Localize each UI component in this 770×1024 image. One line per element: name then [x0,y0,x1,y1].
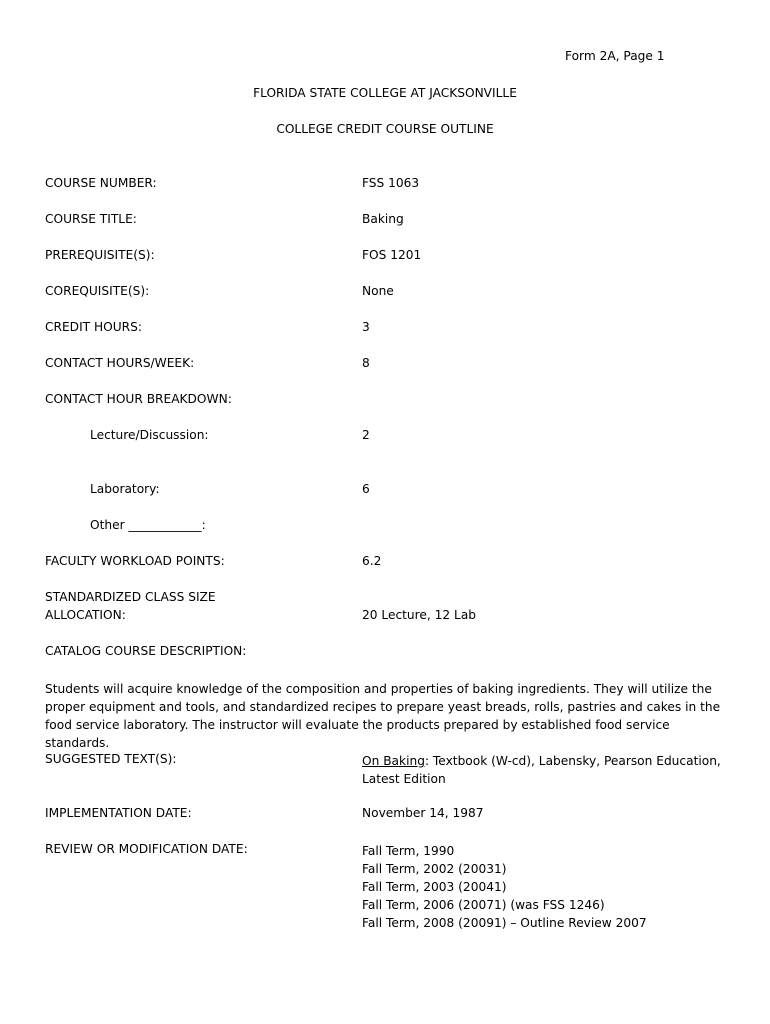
lecture-label: Lecture/Discussion: [90,428,209,442]
book-edition: Latest Edition [362,772,446,786]
prerequisites-label: PREREQUISITE(S): [45,248,155,262]
catalog-description-label: CATALOG COURSE DESCRIPTION: [45,644,247,658]
review-date-entry: Fall Term, 2008 (20091) – Outline Review 2007 [362,916,647,930]
class-size-label-line2: ALLOCATION: [45,608,126,622]
catalog-description-text: Students will acquire knowledge of the composition and properties of baking ingredients. They will utilize the proper equipment and tools, and standardized recipes to prepare yeast breads, rolls, pastries and cakes in the food service laboratory. The instructor will evaluate the products prepared by established food service standards. [45,682,721,750]
course-title-value: Baking [362,212,404,226]
credit-hours-value: 3 [362,320,370,334]
book-details: : Textbook (W-cd), Labensky, Pearson Education, [424,754,721,768]
contact-hours-week-value: 8 [362,356,370,370]
course-title-label: COURSE TITLE: [45,212,137,226]
course-number-value: FSS 1063 [362,176,420,190]
review-date-entry: Fall Term, 2003 (20041) [362,880,507,894]
laboratory-value: 6 [362,482,370,496]
suggested-texts-value [362,752,721,788]
faculty-workload-label: FACULTY WORKLOAD POINTS: [45,554,225,568]
book-title: On Baking [362,754,425,768]
institution-name: FLORIDA STATE COLLEGE AT JACKSONVILLE [253,86,517,100]
review-date-entry: Fall Term, 2006 (20071) (was FSS 1246) [362,898,605,912]
review-date-values [362,842,647,932]
laboratory-label: Laboratory: [90,482,160,496]
faculty-workload-value: 6.2 [362,554,382,568]
suggested-texts-label: SUGGESTED TEXT(S): [45,752,177,766]
review-date-entry: Fall Term, 2002 (20031) [362,862,507,876]
prerequisites-value: FOS 1201 [362,248,422,262]
other-hours-label: Other ____________: [90,518,206,532]
review-date-entry: Fall Term, 1990 [362,844,455,858]
contact-hour-breakdown-label: CONTACT HOUR BREAKDOWN: [45,392,232,406]
course-number-label: COURSE NUMBER: [45,176,157,190]
implementation-date-label: IMPLEMENTATION DATE: [45,806,192,820]
contact-hours-week-label: CONTACT HOURS/WEEK: [45,356,195,370]
implementation-date-value: November 14, 1987 [362,806,484,820]
corequisites-value: None [362,284,394,298]
class-size-label-line1: STANDARDIZED CLASS SIZE [45,590,216,604]
lecture-value: 2 [362,428,370,442]
corequisites-label: COREQUISITE(S): [45,284,150,298]
review-date-label: REVIEW OR MODIFICATION DATE: [45,842,248,856]
class-size-value: 20 Lecture, 12 Lab [362,608,477,622]
credit-hours-label: CREDIT HOURS: [45,320,142,334]
document-title: COLLEGE CREDIT COURSE OUTLINE [276,122,494,136]
form-reference: Form 2A, Page 1 [565,49,665,63]
